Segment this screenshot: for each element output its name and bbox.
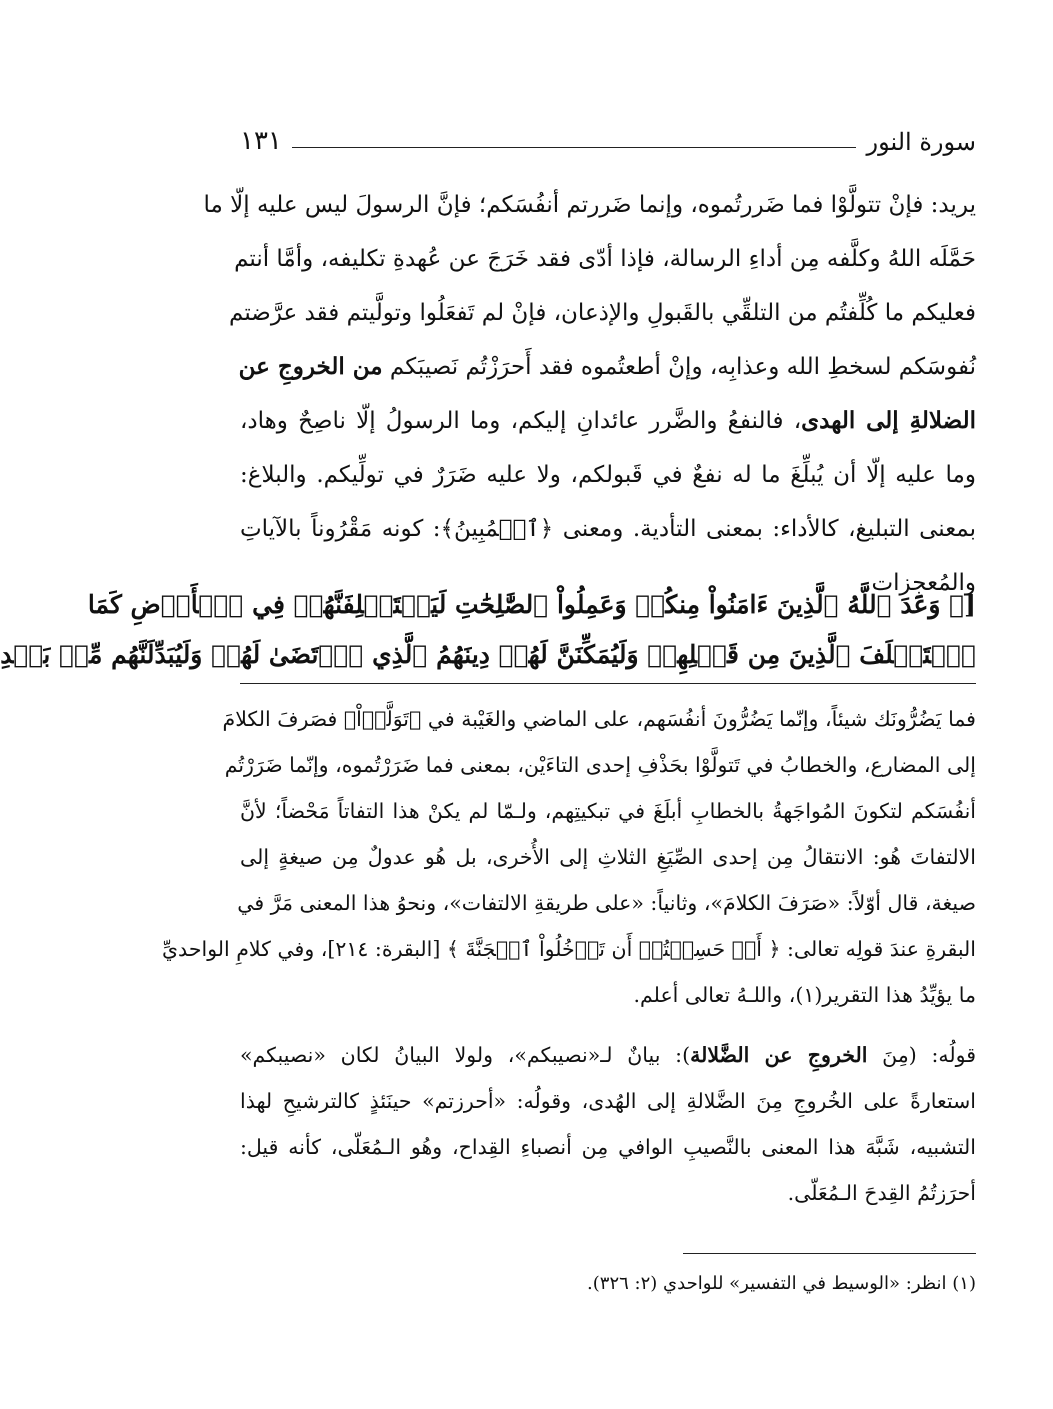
surah-title: سورة النور <box>866 128 976 156</box>
gloss-line <box>240 1032 976 1078</box>
gloss-line: صيغة، قال أوّلاً: «صَرَفَ الكلامَ»، وثانياً: «على طريقةِ الالتفات»، ونحوُ هذا المعنى مَرَّ في <box>237 891 976 915</box>
gloss-line: استعارةً على الخُروجِ مِنَ الضَّلالةِ إلى الهُدى، وقولُه: «أحرزتم» حينَئذٍ كالترشيحِ لهذا <box>240 1089 976 1113</box>
gloss-line: إلى المضارع، والخطابُ في تَتولَّوْا بحَذْفِ إحدى التاءَيْن، بمعنى فما ضَرَرْتُموه، وإنّما ضَرَرْتُم <box>224 753 976 777</box>
gloss-line: ما يؤيِّدُ هذا التقرير(١)، واللـهُ تعالى أعلم. <box>633 983 976 1007</box>
gloss-line: أحرَزتُمُ القِدحَ الـمُعَلّى. <box>787 1181 976 1205</box>
bold-phrase: من الخروجِ عن <box>238 353 383 380</box>
footnote-rule <box>683 1253 976 1254</box>
page-number: ١٣١ <box>240 126 282 156</box>
quran-verse <box>0 580 976 680</box>
gloss-lead: قولُه: (مِنَ <box>867 1043 977 1067</box>
gloss-line: الالتفاتَ هُو: الانتقالُ مِن إحدى الصِّيَغِ الثلاثِ إلى الأُخرى، بل هُو عدولٌ مِن صيغةٍ إلى <box>240 845 976 869</box>
gloss-commentary <box>162 696 977 1230</box>
gloss-paragraph <box>162 696 976 1018</box>
gloss-paragraph <box>240 1032 976 1216</box>
main-line: حَمَّلَه اللهُ وكلَّفه مِن أداءِ الرسالة، فإذا أدّى فقد خَرَجَ عن عُهدةِ تكليفه، وأمَّا أنتم <box>234 246 976 272</box>
footnote: (١) انظر: «الوسيط في التفسير» للواحدي (٢: ٣٢٦). <box>587 1273 976 1294</box>
bold-phrase: الخروجِ عن الضَّلالة <box>690 1043 868 1067</box>
main-line: والمُعجِزات. <box>864 570 976 596</box>
gloss-line: فما يَضُرُّونَك شيئاً، وإنّما يَضُرُّونَ أنفُسَهم، على الماضي والغَيْبة في ﴿تَوَلَّوۡاْ﴾ فصَرفَ الكلامَ <box>222 707 976 731</box>
gloss-line: التشبيه، شَبَّهَ هذا المعنى بالنَّصيبِ الوافي مِن أنصباءِ القِداح، وهُو الـمُعَلّى، كأنه قيل: <box>240 1135 976 1159</box>
header-rule <box>292 147 857 148</box>
verse-line: ٱسۡتَخۡلَفَ ٱلَّذِينَ مِن قَبۡلِهِمۡ وَلَيُمَكِّنَنَّ لَهُمۡ دِينَهُمُ ٱلَّذِي ٱرۡتَضَىٰ لَهُمۡ وَلَيُبَدِّلَنَّهُم مِّنۢ بَعۡدِ <box>0 640 976 669</box>
main-line <box>240 340 976 394</box>
main-commentary <box>203 178 976 610</box>
gloss-line: البقرةِ عندَ قولِه تعالى: ﴿ أَمۡ حَسِبۡتُمۡ أَن تَدۡخُلُواْ ٱلۡجَنَّةَ ﴾ [البقرة: ٢١٤]، وفي كلامِ الواحديِّ <box>162 937 976 961</box>
main-line: يريد: فإنْ تتولَّوْا فما ضَررتُموه، وإنما ضَررتم أنفُسَكم؛ فإنَّ الرسولَ ليس عليه إلّا ما <box>203 192 976 218</box>
main-line: وما عليه إلّا أن يُبلِّغَ ما له نفعٌ في قَبولكم، ولا عليه ضَرَرٌ في تولِّيكم. والبلاغ: <box>240 462 976 488</box>
main-line <box>240 394 976 448</box>
verse-line: [﴿ وَعَدَ ٱللَّهُ ٱلَّذِينَ ءَامَنُواْ مِنكُمۡ وَعَمِلُواْ ٱلصَّٰلِحَٰتِ لَيَسۡتَخۡلِفَنَّهُمۡ فِي ٱلۡأَرۡضِ كَمَا <box>87 590 976 619</box>
main-line-text: نُفوسَكم لسخطِ الله وعذابِه، وإنْ أطعتُموه فقد أَحرَزْتُم نَصيبَكم <box>389 354 976 380</box>
main-line: فعليكم ما كُلِّفتُم من التلقِّي بالقَبولِ والإذعان، فإنْ لم تَفعَلُوا وتولَّيتم فقد عرَّضتم <box>229 300 976 326</box>
gloss-line-text: ): بيانٌ لـ«نصيبكم»، ولولا البيانُ لكان «نصيبكم» <box>240 1043 691 1067</box>
main-line-text: ، فالنفعُ والضَّرر عائدانِ إليكم، وما الرسولُ إلّا ناصِحٌ وهاد، <box>240 408 802 434</box>
running-header <box>240 112 976 156</box>
main-line: بمعنى التبليغ، كالأداء: بمعنى التأدية. ومعنى ﴿ٱلۡمُبِينُ﴾: كونه مَقْرُوناً بالآياتِ <box>240 516 976 542</box>
bold-phrase: الضلالةِ إلى الهدى <box>801 407 976 434</box>
gloss-line: أنفُسَكم لتكونَ المُواجَهةُ بالخطابِ أبلَغَ في تبكيتِهم، ولـمّا لم يكنْ هذا التفاتاً مَحْضاً؛ لأنَّ <box>240 799 976 823</box>
section-divider <box>240 683 976 684</box>
